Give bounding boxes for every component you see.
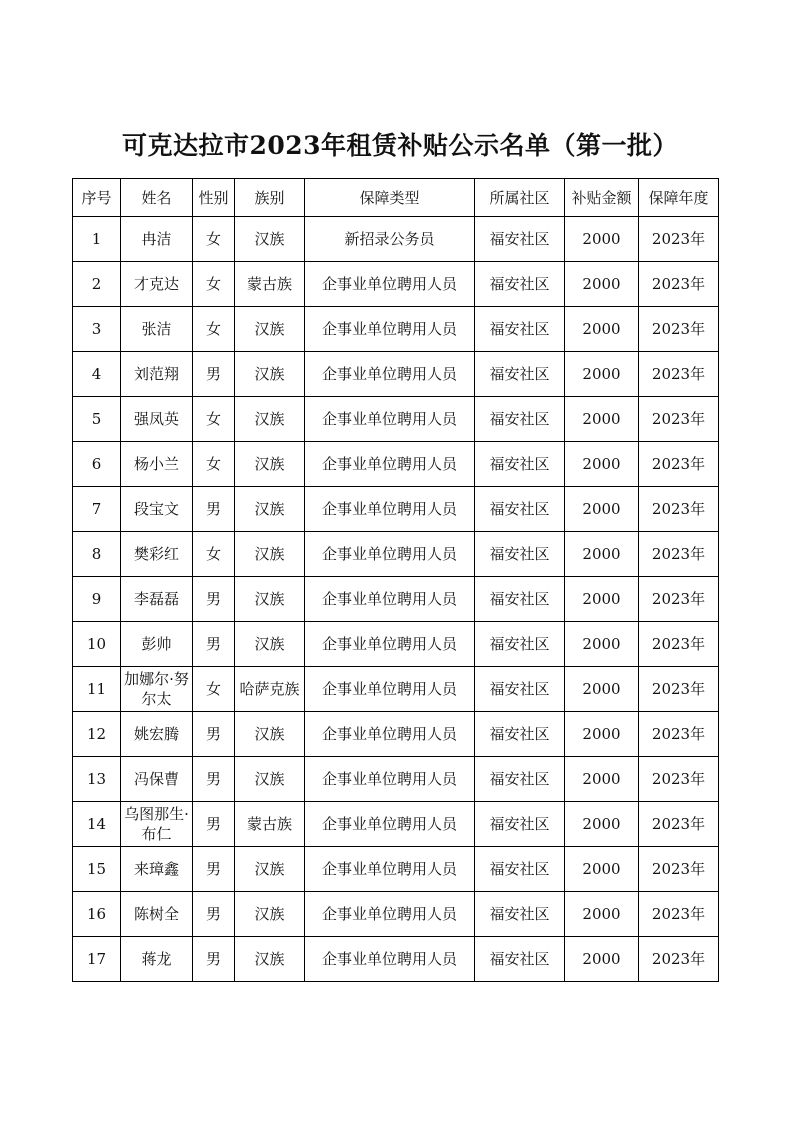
- cell-community: 福安社区: [475, 847, 565, 892]
- cell-ethnicity: 汉族: [235, 532, 305, 577]
- table-row: [73, 532, 719, 577]
- cell-gender: 男: [193, 712, 235, 757]
- cell-guarantee-year: 2023年: [639, 667, 719, 712]
- cell-community: 福安社区: [475, 892, 565, 937]
- cell-guarantee-year: 2023年: [639, 487, 719, 532]
- cell-person-name: 强凤英: [121, 397, 193, 442]
- cell-row-index: 14: [73, 802, 121, 847]
- cell-subsidy-amount: 2000: [565, 487, 639, 532]
- cell-ethnicity: 哈萨克族: [235, 667, 305, 712]
- cell-subsidy-amount: 2000: [565, 937, 639, 982]
- cell-subsidy-amount: 2000: [565, 892, 639, 937]
- table-row: [73, 352, 719, 397]
- cell-guarantee-year: 2023年: [639, 622, 719, 667]
- cell-row-index: 9: [73, 577, 121, 622]
- cell-row-index: 1: [73, 217, 121, 262]
- cell-guarantee-type: 企事业单位聘用人员: [305, 532, 475, 577]
- cell-row-index: 10: [73, 622, 121, 667]
- cell-person-name: 彭帅: [121, 622, 193, 667]
- cell-ethnicity: 汉族: [235, 577, 305, 622]
- cell-community: 福安社区: [475, 577, 565, 622]
- cell-guarantee-type: 企事业单位聘用人员: [305, 757, 475, 802]
- cell-ethnicity: 汉族: [235, 622, 305, 667]
- cell-ethnicity: 汉族: [235, 442, 305, 487]
- cell-ethnicity: 汉族: [235, 397, 305, 442]
- cell-person-name: 来璋鑫: [121, 847, 193, 892]
- cell-person-name: 段宝文: [121, 487, 193, 532]
- table-row: [73, 577, 719, 622]
- cell-guarantee-type: 企事业单位聘用人员: [305, 397, 475, 442]
- cell-person-name: 才克达: [121, 262, 193, 307]
- table-row: [73, 217, 719, 262]
- cell-row-index: 8: [73, 532, 121, 577]
- cell-community: 福安社区: [475, 307, 565, 352]
- table-row: [73, 397, 719, 442]
- cell-gender: 女: [193, 307, 235, 352]
- cell-ethnicity: 汉族: [235, 712, 305, 757]
- table-row: [73, 262, 719, 307]
- cell-guarantee-year: 2023年: [639, 442, 719, 487]
- cell-subsidy-amount: 2000: [565, 757, 639, 802]
- cell-row-index: 7: [73, 487, 121, 532]
- cell-subsidy-amount: 2000: [565, 712, 639, 757]
- cell-ethnicity: 汉族: [235, 757, 305, 802]
- cell-gender: 男: [193, 757, 235, 802]
- cell-row-index: 3: [73, 307, 121, 352]
- cell-guarantee-type: 企事业单位聘用人员: [305, 577, 475, 622]
- table-row: [73, 712, 719, 757]
- cell-gender: 男: [193, 892, 235, 937]
- cell-gender: 男: [193, 937, 235, 982]
- table-row: [73, 442, 719, 487]
- cell-community: 福安社区: [475, 757, 565, 802]
- cell-subsidy-amount: 2000: [565, 802, 639, 847]
- cell-subsidy-amount: 2000: [565, 847, 639, 892]
- cell-community: 福安社区: [475, 352, 565, 397]
- cell-guarantee-year: 2023年: [639, 802, 719, 847]
- column-header-ethnicity: 族别: [235, 179, 305, 217]
- cell-row-index: 4: [73, 352, 121, 397]
- cell-subsidy-amount: 2000: [565, 262, 639, 307]
- cell-gender: 男: [193, 622, 235, 667]
- cell-person-name: 樊彩红: [121, 532, 193, 577]
- column-header-year: 保障年度: [639, 179, 719, 217]
- cell-community: 福安社区: [475, 442, 565, 487]
- column-header-name: 姓名: [121, 179, 193, 217]
- cell-guarantee-year: 2023年: [639, 307, 719, 352]
- cell-gender: 女: [193, 262, 235, 307]
- cell-guarantee-year: 2023年: [639, 217, 719, 262]
- column-header-community: 所属社区: [475, 179, 565, 217]
- cell-gender: 女: [193, 217, 235, 262]
- cell-subsidy-amount: 2000: [565, 307, 639, 352]
- cell-guarantee-year: 2023年: [639, 577, 719, 622]
- cell-guarantee-type: 企事业单位聘用人员: [305, 442, 475, 487]
- table-row: [73, 757, 719, 802]
- column-header-gender: 性别: [193, 179, 235, 217]
- cell-gender: 女: [193, 442, 235, 487]
- cell-row-index: 15: [73, 847, 121, 892]
- cell-gender: 女: [193, 667, 235, 712]
- cell-subsidy-amount: 2000: [565, 352, 639, 397]
- cell-gender: 男: [193, 352, 235, 397]
- table-row: [73, 802, 719, 847]
- cell-ethnicity: 蒙古族: [235, 262, 305, 307]
- cell-guarantee-type: 企事业单位聘用人员: [305, 802, 475, 847]
- cell-person-name: 冯保曹: [121, 757, 193, 802]
- cell-ethnicity: 蒙古族: [235, 802, 305, 847]
- cell-guarantee-type: 企事业单位聘用人员: [305, 712, 475, 757]
- cell-guarantee-year: 2023年: [639, 532, 719, 577]
- cell-person-name: 乌图那生·布仁: [121, 802, 193, 847]
- cell-guarantee-year: 2023年: [639, 847, 719, 892]
- cell-person-name: 蒋龙: [121, 937, 193, 982]
- cell-ethnicity: 汉族: [235, 937, 305, 982]
- cell-person-name: 张洁: [121, 307, 193, 352]
- column-header-category: 保障类型: [305, 179, 475, 217]
- table-row: [73, 937, 719, 982]
- cell-community: 福安社区: [475, 217, 565, 262]
- cell-community: 福安社区: [475, 622, 565, 667]
- cell-subsidy-amount: 2000: [565, 442, 639, 487]
- cell-person-name: 姚宏腾: [121, 712, 193, 757]
- cell-guarantee-type: 企事业单位聘用人员: [305, 937, 475, 982]
- cell-guarantee-type: 企事业单位聘用人员: [305, 622, 475, 667]
- cell-ethnicity: 汉族: [235, 217, 305, 262]
- cell-gender: 男: [193, 847, 235, 892]
- table-header-row: [73, 179, 719, 217]
- cell-gender: 男: [193, 577, 235, 622]
- cell-community: 福安社区: [475, 667, 565, 712]
- cell-guarantee-year: 2023年: [639, 397, 719, 442]
- cell-subsidy-amount: 2000: [565, 532, 639, 577]
- cell-person-name: 陈树全: [121, 892, 193, 937]
- cell-community: 福安社区: [475, 802, 565, 847]
- cell-ethnicity: 汉族: [235, 487, 305, 532]
- cell-person-name: 加娜尔·努尔太: [121, 667, 193, 712]
- cell-subsidy-amount: 2000: [565, 577, 639, 622]
- cell-community: 福安社区: [475, 397, 565, 442]
- table-row: [73, 307, 719, 352]
- cell-row-index: 6: [73, 442, 121, 487]
- subsidy-table: [72, 178, 719, 982]
- cell-ethnicity: 汉族: [235, 352, 305, 397]
- cell-row-index: 12: [73, 712, 121, 757]
- cell-guarantee-type: 企事业单位聘用人员: [305, 352, 475, 397]
- table-row: [73, 892, 719, 937]
- cell-guarantee-type: 新招录公务员: [305, 217, 475, 262]
- cell-subsidy-amount: 2000: [565, 217, 639, 262]
- column-header-amount: 补贴金额: [565, 179, 639, 217]
- cell-row-index: 5: [73, 397, 121, 442]
- cell-person-name: 李磊磊: [121, 577, 193, 622]
- cell-guarantee-year: 2023年: [639, 712, 719, 757]
- cell-guarantee-year: 2023年: [639, 352, 719, 397]
- cell-gender: 男: [193, 487, 235, 532]
- cell-community: 福安社区: [475, 712, 565, 757]
- table-row: [73, 622, 719, 667]
- cell-guarantee-year: 2023年: [639, 262, 719, 307]
- cell-community: 福安社区: [475, 487, 565, 532]
- cell-ethnicity: 汉族: [235, 847, 305, 892]
- cell-guarantee-type: 企事业单位聘用人员: [305, 667, 475, 712]
- cell-gender: 男: [193, 802, 235, 847]
- cell-subsidy-amount: 2000: [565, 622, 639, 667]
- cell-person-name: 刘范翔: [121, 352, 193, 397]
- cell-guarantee-type: 企事业单位聘用人员: [305, 262, 475, 307]
- cell-guarantee-year: 2023年: [639, 757, 719, 802]
- cell-guarantee-type: 企事业单位聘用人员: [305, 847, 475, 892]
- cell-subsidy-amount: 2000: [565, 397, 639, 442]
- cell-gender: 女: [193, 532, 235, 577]
- document-title: 可克达拉市2023年租赁补贴公示名单（第一批）: [121, 131, 679, 160]
- cell-ethnicity: 汉族: [235, 892, 305, 937]
- cell-community: 福安社区: [475, 532, 565, 577]
- cell-subsidy-amount: 2000: [565, 667, 639, 712]
- cell-community: 福安社区: [475, 937, 565, 982]
- cell-row-index: 2: [73, 262, 121, 307]
- column-header-index: 序号: [73, 179, 121, 217]
- cell-guarantee-year: 2023年: [639, 892, 719, 937]
- cell-gender: 女: [193, 397, 235, 442]
- cell-ethnicity: 汉族: [235, 307, 305, 352]
- cell-row-index: 13: [73, 757, 121, 802]
- cell-row-index: 11: [73, 667, 121, 712]
- cell-guarantee-type: 企事业单位聘用人员: [305, 487, 475, 532]
- cell-guarantee-type: 企事业单位聘用人员: [305, 892, 475, 937]
- cell-guarantee-year: 2023年: [639, 937, 719, 982]
- table-row: [73, 847, 719, 892]
- cell-guarantee-type: 企事业单位聘用人员: [305, 307, 475, 352]
- cell-person-name: 冉洁: [121, 217, 193, 262]
- cell-person-name: 杨小兰: [121, 442, 193, 487]
- table-row: [73, 487, 719, 532]
- cell-community: 福安社区: [475, 262, 565, 307]
- cell-row-index: 17: [73, 937, 121, 982]
- cell-row-index: 16: [73, 892, 121, 937]
- table-body: [73, 217, 719, 982]
- table-row: [73, 667, 719, 712]
